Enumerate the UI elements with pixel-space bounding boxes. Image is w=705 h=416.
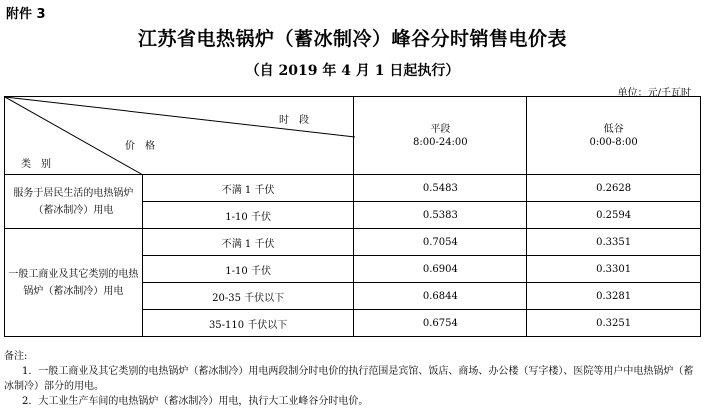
- note-item-2: 2．大工业生产车间的电热锅炉（蓄冰制冷）用电，执行大工业峰谷分时电价。: [22, 396, 369, 407]
- price-label: 价 格: [125, 141, 155, 152]
- capacity-cell: 不满 1 千伏: [142, 175, 354, 202]
- valley-price-cell: 0.3251: [527, 310, 701, 337]
- price-table: [4, 96, 701, 337]
- capacity-cell: 20-35 千伏以下: [142, 283, 354, 310]
- period-label: 时 段: [279, 115, 309, 126]
- valley-price-cell: 0.3301: [527, 256, 701, 283]
- diagonal-lines: [5, 97, 355, 175]
- flat-price-cell: 0.7054: [354, 229, 527, 256]
- category-label: 类 别: [21, 159, 51, 170]
- page-title: 江苏省电热锅炉（蓄冰制冷）峰谷分时销售电价表: [137, 28, 567, 50]
- diagonal-header-cell: [5, 97, 354, 175]
- table-row: [5, 229, 701, 256]
- flat-price-cell: 0.5483: [354, 175, 527, 202]
- column-flat-time: 8:00-24:00: [413, 136, 468, 148]
- valley-price-cell: 0.2628: [527, 175, 701, 202]
- column-flat-name: 平段: [430, 123, 451, 135]
- notes-section: [4, 349, 701, 409]
- page-subtitle: （自 2019 年 4 月 1 日起执行）: [245, 63, 460, 79]
- flat-price-cell: 0.5383: [354, 202, 527, 229]
- flat-price-cell: 0.6904: [354, 256, 527, 283]
- flat-price-cell: 0.6844: [354, 283, 527, 310]
- capacity-cell: 1-10 千伏: [142, 256, 354, 283]
- column-header-valley: [527, 97, 701, 175]
- column-valley-name: 低谷: [603, 123, 624, 135]
- valley-price-cell: 0.2594: [527, 202, 701, 229]
- table-row: [5, 175, 701, 202]
- category-cell-residential: 服务于居民生活的电热锅炉（蓄冰制冷）用电: [5, 175, 143, 229]
- column-header-flat: [354, 97, 527, 175]
- unit-label: 单位：元/千瓦时: [617, 88, 691, 99]
- valley-price-cell: 0.3281: [527, 283, 701, 310]
- capacity-cell: 不满 1 千伏: [142, 229, 354, 256]
- category-cell-commercial: 一般工商业及其它类别的电热锅炉（蓄冰制冷）用电: [5, 229, 143, 337]
- valley-price-cell: 0.3351: [527, 229, 701, 256]
- column-valley-time: 0:00-8:00: [589, 136, 638, 148]
- notes-label: 备注:: [4, 351, 28, 362]
- header-row: [5, 97, 701, 175]
- capacity-cell: 1-10 千伏: [142, 202, 354, 229]
- flat-price-cell: 0.6754: [354, 310, 527, 337]
- note-item-1: 1．一般工商业及其它类别的电热锅炉（蓄冰制冷）用电两段制分时电价的执行范围是宾馆、饭店、商场、办公楼（写字楼）、医院等用户中电热锅炉（蓄冰制冷）部分的用电。: [4, 366, 694, 392]
- attachment-label: 附件 3: [6, 7, 46, 22]
- capacity-cell: 35-110 千伏以下: [142, 310, 354, 337]
